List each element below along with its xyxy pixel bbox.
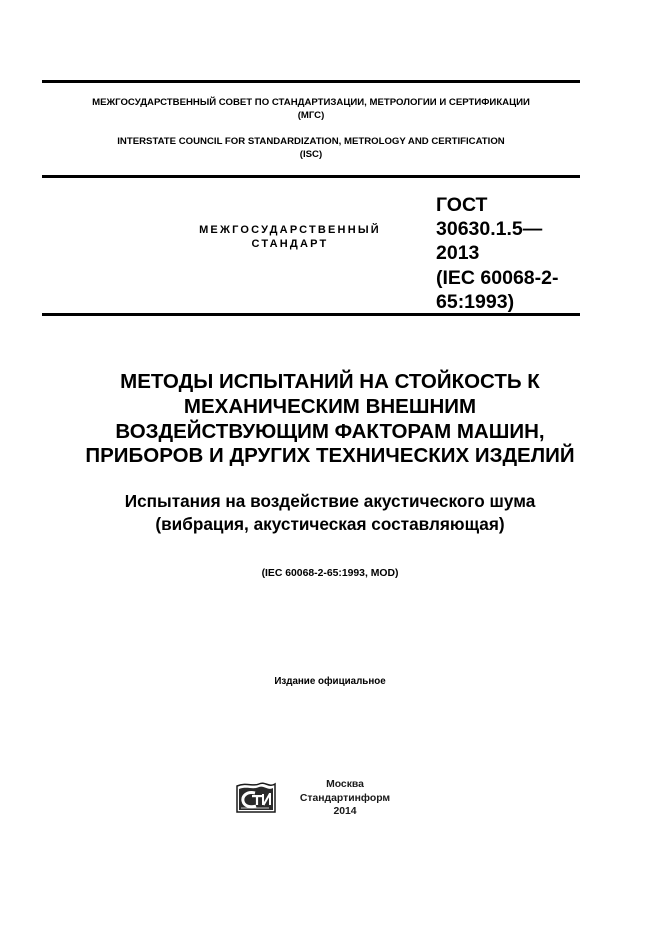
designation-line: ГОСТ [436, 194, 488, 216]
designation-line: (IEC 60068-2- [436, 266, 559, 289]
title-line: МЕТОДЫ ИСПЫТАНИЙ НА СТОЙКОСТЬ К [120, 370, 540, 393]
standard-type [180, 223, 400, 251]
document-subtitle [30, 490, 630, 535]
publisher-block [230, 778, 410, 828]
standard-designation [436, 193, 586, 314]
title-line: МЕХАНИЧЕСКИМ ВНЕШНИМ [183, 394, 477, 418]
council-abbr-ru: (МГС) [297, 110, 325, 121]
publisher-year: 2014 [333, 806, 357, 817]
publisher-city: Москва [326, 779, 364, 790]
top-rule [42, 80, 580, 83]
council-name-en [42, 135, 580, 161]
iec-reference: (IEC 60068-2-65:1993, MOD) [261, 568, 399, 579]
council-abbr-en: (ISC) [299, 149, 323, 160]
subtitle-line: Испытания на воздействие акустического шума [124, 491, 536, 511]
document-title [30, 370, 630, 469]
edition-label: Издание официальное [274, 676, 386, 687]
council-name-ru [42, 96, 580, 122]
standard-type-line1: МЕЖГОСУДАРСТВЕННЫЙ [199, 224, 381, 236]
bottom-rule [42, 313, 580, 316]
subtitle-line: (вибрация, акустическая составляющая) [155, 513, 505, 534]
publisher-name: Стандартинформ [299, 792, 391, 804]
council-name-ru-line: МЕЖГОСУДАРСТВЕННЫЙ СОВЕТ ПО СТАНДАРТИЗАЦИИ, МЕТРОЛОГИИ И СЕРТИФИКАЦИИ [92, 97, 530, 108]
title-line: ВОЗДЕЙСТВУЮЩИМ ФАКТОРАМ МАШИН, [115, 419, 545, 443]
designation-line: 65:1993) [436, 290, 515, 313]
council-name-en-line: INTERSTATE COUNCIL FOR STANDARDIZATION, METROLOGY AND CERTIFICATION [117, 136, 505, 147]
standard-type-line2: СТАНДАРТ [251, 238, 329, 250]
title-line: ПРИБОРОВ И ДРУГИХ ТЕХНИЧЕСКИХ ИЗДЕЛИЙ [85, 444, 575, 468]
middle-rule [42, 175, 580, 178]
standartinform-logo-icon [235, 780, 279, 814]
designation-line: 30630.1.5— [436, 218, 543, 241]
publisher-info [290, 778, 400, 819]
designation-line: 2013 [436, 242, 480, 265]
